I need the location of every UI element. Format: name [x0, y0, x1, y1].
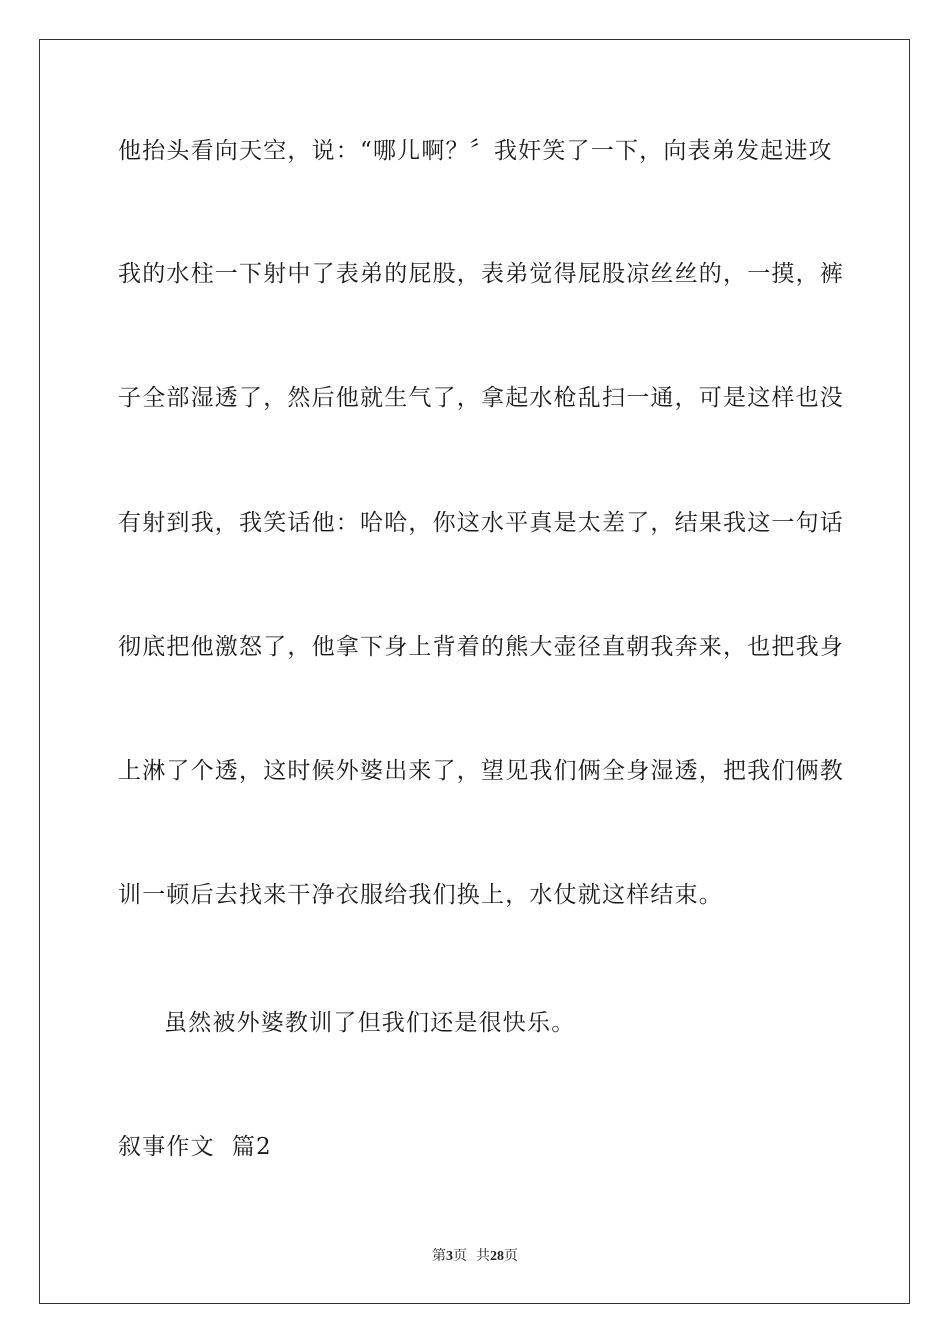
page-footer — [0, 1246, 950, 1267]
paragraph-2: 虽然被外婆教训了但我们还是很快乐。 — [164, 1010, 576, 1036]
footer-page-number: 3 — [446, 1249, 454, 1264]
footer-total-pages: 28 — [489, 1249, 504, 1264]
text-line-1: 他抬头看向天空，说：“哪儿啊？〞我奸笑了一下，向表弟发起进攻 — [118, 138, 833, 164]
section-heading: 叙事作文 篇2 — [118, 1134, 272, 1160]
text-line-6: 上淋了个透，这时候外婆出来了，望见我们俩全身湿透，把我们俩教 — [118, 758, 844, 784]
text-line-3: 子全部湿透了，然后他就生气了，拿起水枪乱扫一通，可是这样也没 — [118, 385, 844, 411]
text-line-7: 训一顿后去找来干净衣服给我们换上，水仗就这样结束。 — [118, 882, 723, 908]
page-border — [39, 39, 910, 1304]
text-line-2: 我的水柱一下射中了表弟的屁股，表弟觉得屁股凉丝丝的，一摸，裤 — [118, 261, 844, 287]
text-line-5: 彻底把他激怒了，他拿下身上背着的熊大壶径直朝我奔来，也把我身 — [118, 634, 844, 660]
footer-prefix: 第 — [432, 1248, 447, 1264]
footer-suffix: 页 — [503, 1248, 518, 1264]
text-line-4: 有射到我，我笑话他：哈哈，你这水平真是太差了，结果我这一句话 — [118, 510, 844, 536]
footer-mid: 页 共 — [453, 1248, 490, 1264]
